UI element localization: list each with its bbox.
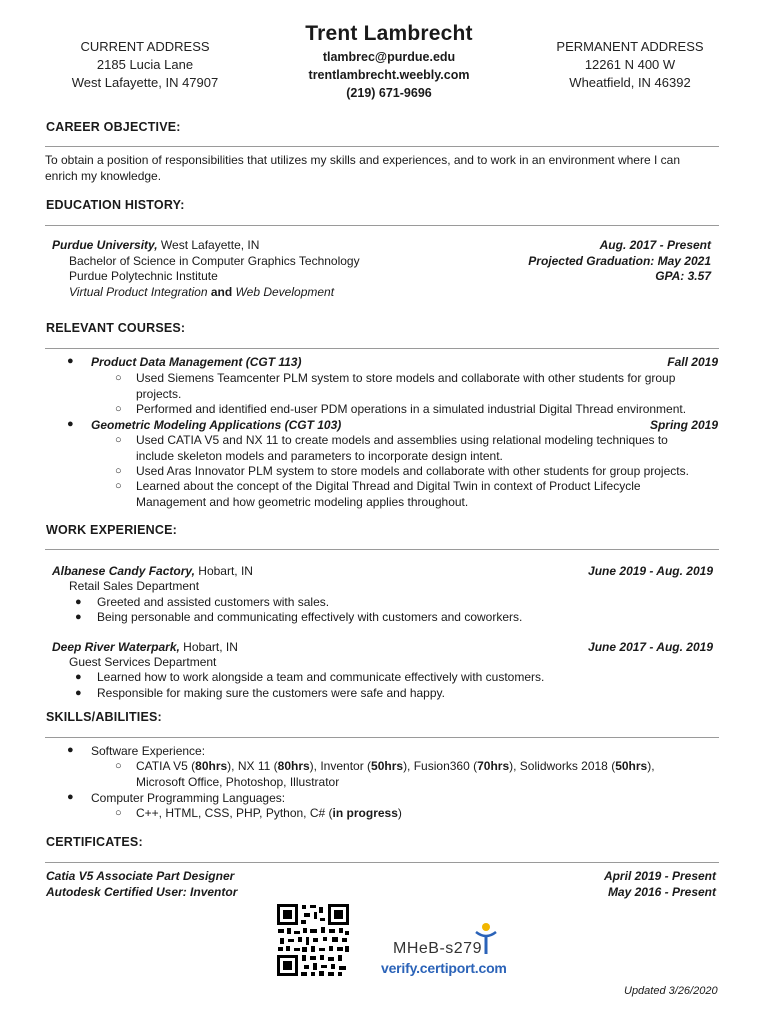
- education-heading: EDUCATION HISTORY:: [46, 198, 185, 212]
- skill-programming-list: [136, 806, 402, 822]
- certiport-person-logo: [474, 922, 498, 958]
- education-focus: [69, 285, 334, 301]
- course-1-bullet-2: Performed and identified end-user PDM operations in a simulated industrial Digital Thread environment.: [136, 402, 687, 416]
- sub-bullet-icon: ○: [115, 480, 122, 492]
- bullet-icon: ●: [67, 791, 74, 803]
- bullet-icon: ●: [67, 744, 74, 756]
- work-heading: WORK EXPERIENCE:: [46, 523, 177, 537]
- job-1-location: Hobart, IN: [194, 564, 253, 578]
- courses-divider: [45, 348, 719, 349]
- course-1-bullet-1-line-2: projects.: [136, 386, 182, 401]
- skill-software-label: Software Experience:: [91, 744, 206, 758]
- permanent-address-line2: Wheatfield, IN 46392: [569, 75, 691, 90]
- skill-hours: 80hrs: [195, 759, 228, 773]
- current-address: [40, 38, 250, 92]
- job-1-line: [52, 564, 253, 580]
- job-2-dates: June 2017 - Aug. 2019: [588, 640, 713, 654]
- job-2-bullet-1: Learned how to work alongside a team and communicate effectively with customers.: [97, 670, 545, 684]
- cert-1-date: April 2019 - Present: [603, 869, 716, 883]
- focus-2: Web Development: [235, 285, 335, 299]
- current-address-label: CURRENT ADDRESS: [80, 39, 210, 54]
- course-2-term: Spring 2019: [649, 418, 718, 432]
- education-dates: Aug. 2017 - Present: [599, 238, 711, 252]
- course-2-bullet-1-line-1: Used CATIA V5 and NX 11 to create models and assemblies using relational modeling techniques to: [136, 433, 668, 447]
- objective-heading: CAREER OBJECTIVE:: [46, 120, 181, 134]
- job-2-line: [52, 640, 238, 656]
- sub-bullet-icon: ○: [115, 760, 122, 772]
- course-2-bullet-2: Used Aras Innovator PLM system to store models and collaborate with other students for group projects.: [136, 464, 689, 478]
- certificates-divider: [45, 862, 719, 863]
- sub-bullet-icon: ○: [115, 403, 122, 415]
- skill-software-list: [136, 759, 736, 790]
- permanent-address-label: PERMANENT ADDRESS: [556, 39, 704, 54]
- bullet-icon: ●: [75, 596, 82, 608]
- focus-and: and: [207, 285, 236, 299]
- contact-block: [250, 22, 528, 102]
- skill-status: in progress: [332, 806, 398, 820]
- cert-1-title: Catia V5 Associate Part Designer: [46, 869, 235, 883]
- job-2-department: Guest Services Department: [69, 655, 217, 669]
- school-location: West Lafayette, IN: [157, 238, 260, 252]
- course-2-bullet-3-line-1: Learned about the concept of the Digital Thread and Digital Twin in context of Product Lifecycle: [136, 479, 641, 493]
- skill-text: C++, HTML, CSS, PHP, Python, C# (: [136, 806, 333, 820]
- course-2-bullet-1-line-2: include skeleton models and parameters to incorporate design intent.: [136, 448, 503, 463]
- bullet-icon: ●: [67, 355, 74, 367]
- permanent-address: [525, 38, 735, 92]
- certificates-heading: CERTIFICATES:: [46, 835, 143, 849]
- course-1-title: Product Data Management (CGT 113): [91, 355, 302, 369]
- skill-text: ), Solidworks 2018 (: [509, 759, 616, 773]
- objective-line-1: To obtain a position of responsibilities that utilizes my skills and experiences, and to work in an environment where I can: [45, 153, 680, 167]
- cert-2-date: May 2016 - Present: [607, 885, 716, 899]
- course-1-bullet-1: [136, 371, 736, 402]
- bullet-icon: ●: [75, 611, 82, 623]
- course-1-term: Fall 2019: [667, 355, 718, 369]
- degree: Bachelor of Science in Computer Graphics Technology: [69, 254, 360, 268]
- skill-hours: 80hrs: [277, 759, 310, 773]
- email-link[interactable]: tlambrec@purdue.edu: [322, 50, 456, 64]
- sub-bullet-icon: ○: [115, 434, 122, 446]
- skill-text: CATIA V5 (: [136, 759, 196, 773]
- skills-divider: [45, 737, 719, 738]
- gpa: GPA: 3.57: [655, 269, 711, 283]
- skill-hours: 70hrs: [477, 759, 510, 773]
- focus-1: Virtual Product Integration: [69, 285, 208, 299]
- course-1-bullet-1-line-1: Used Siemens Teamcenter PLM system to store models and collaborate with other students for group: [136, 371, 676, 385]
- skill-software-line-2: Microsoft Office, Photoshop, Illustrator: [136, 774, 340, 789]
- candidate-name: Trent Lambrecht: [305, 22, 473, 45]
- objective-text: [45, 153, 735, 184]
- skill-software-line-1: [136, 759, 736, 775]
- skill-text: ): [397, 806, 402, 820]
- phone-number: (219) 671-9696: [346, 86, 432, 100]
- job-1-dates: June 2019 - Aug. 2019: [588, 564, 713, 578]
- education-school-line: [52, 238, 259, 254]
- bullet-icon: ●: [67, 418, 74, 430]
- skill-text: ), NX 11 (: [227, 759, 278, 773]
- job-1-bullet-1: Greeted and assisted customers with sales.: [97, 595, 330, 609]
- bullet-icon: ●: [75, 671, 82, 683]
- skills-heading: SKILLS/ABILITIES:: [46, 710, 162, 724]
- projected-graduation: Projected Graduation: May 2021: [528, 254, 711, 268]
- skill-text: ), Fusion360 (: [403, 759, 478, 773]
- current-address-line1: 2185 Lucia Lane: [96, 57, 194, 72]
- updated-date: Updated 3/26/2020: [624, 985, 718, 997]
- education-divider: [45, 225, 719, 226]
- sub-bullet-icon: ○: [115, 807, 122, 819]
- sub-bullet-icon: ○: [115, 372, 122, 384]
- school-name: Purdue University,: [52, 238, 158, 252]
- course-2-bullet-1: [136, 433, 736, 464]
- job-2-bullet-2: Responsible for making sure the customers were safe and happy.: [97, 686, 445, 700]
- website-link[interactable]: trentlambrecht.weebly.com: [308, 68, 470, 82]
- job-2-company: Deep River Waterpark,: [52, 640, 180, 654]
- job-2-location: Hobart, IN: [179, 640, 238, 654]
- permanent-address-line1: 12261 N 400 W: [584, 57, 676, 72]
- skill-text: ), Inventor (: [309, 759, 372, 773]
- job-1-bullet-2: Being personable and communicating effectively with customers and coworkers.: [97, 610, 523, 624]
- work-divider: [45, 549, 719, 550]
- job-1-company: Albanese Candy Factory,: [52, 564, 195, 578]
- verify-code: MHeB-s279: [393, 940, 482, 957]
- objective-divider: [45, 146, 719, 147]
- skill-programming-label: Computer Programming Languages:: [91, 791, 286, 805]
- course-2-bullet-3-line-2: Management and how geometric modeling applies throughout.: [136, 494, 469, 509]
- skill-hours: 50hrs: [371, 759, 404, 773]
- qr-code-icon: [276, 903, 350, 977]
- course-2-bullet-3: [136, 479, 736, 510]
- college: Purdue Polytechnic Institute: [69, 269, 218, 283]
- verify-link[interactable]: verify.certiport.com: [381, 960, 507, 976]
- sub-bullet-icon: ○: [115, 465, 122, 477]
- courses-heading: RELEVANT COURSES:: [46, 321, 186, 335]
- cert-2-title: Autodesk Certified User: Inventor: [46, 885, 238, 899]
- job-1-department: Retail Sales Department: [69, 579, 200, 593]
- current-address-line2: West Lafayette, IN 47907: [71, 75, 219, 90]
- skill-text: ),: [647, 759, 655, 773]
- skill-hours: 50hrs: [615, 759, 648, 773]
- objective-line-2: enrich my knowledge.: [45, 168, 162, 183]
- bullet-icon: ●: [75, 687, 82, 699]
- course-2-title: Geometric Modeling Applications (CGT 103): [91, 418, 342, 432]
